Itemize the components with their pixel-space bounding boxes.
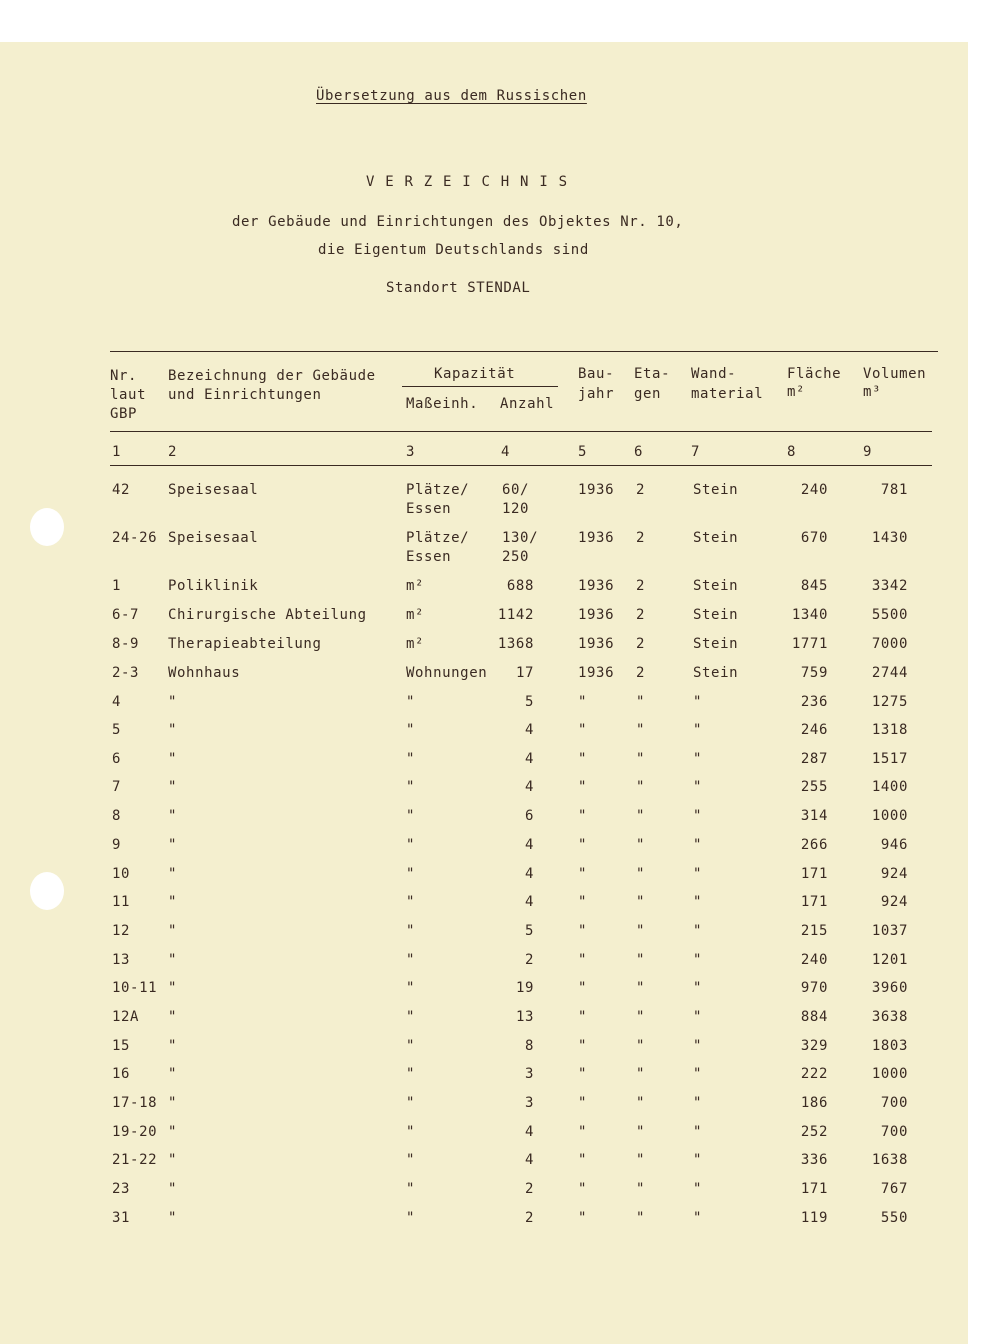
row-name: " xyxy=(168,1181,178,1197)
row-nr: 24-26 xyxy=(112,530,158,546)
row-name: " xyxy=(168,1095,178,1111)
row-unit: " xyxy=(406,866,416,882)
row-nr: 11 xyxy=(112,894,131,910)
row-unit: " xyxy=(406,980,416,996)
row-floors: 2 xyxy=(636,665,646,681)
row-unit: " xyxy=(406,952,416,968)
row-floors: " xyxy=(636,952,646,968)
row-floors: 2 xyxy=(636,607,646,623)
row-nr: 17-18 xyxy=(112,1095,158,1111)
row-material: " xyxy=(693,779,703,795)
col-header-count: Anzahl xyxy=(500,396,555,412)
row-name: Poliklinik xyxy=(168,578,259,594)
row-volume: 7000 xyxy=(871,636,908,652)
row-count: 5 xyxy=(524,694,534,710)
row-unit: Wohnungen xyxy=(406,665,488,681)
row-floors: " xyxy=(636,751,646,767)
row-volume: 3342 xyxy=(871,578,908,594)
row-nr: 4 xyxy=(112,694,122,710)
row-material: Stein xyxy=(693,482,739,498)
row-year: " xyxy=(578,1124,588,1140)
row-name: " xyxy=(168,952,178,968)
row-count: 17 xyxy=(515,665,534,681)
row-count: 4 xyxy=(524,722,534,738)
row-nr: 2-3 xyxy=(112,665,140,681)
row-material: " xyxy=(693,1095,703,1111)
row-area: 845 xyxy=(800,578,828,594)
row-nr: 6 xyxy=(112,751,122,767)
row-volume: 1000 xyxy=(871,1066,908,1082)
row-year: " xyxy=(578,1210,588,1226)
row-floors: " xyxy=(636,980,646,996)
row-area: 255 xyxy=(800,779,828,795)
row-nr: 12A xyxy=(112,1009,140,1025)
row-unit: " xyxy=(406,779,416,795)
column-number-rule xyxy=(110,465,932,466)
row-area: 171 xyxy=(800,866,828,882)
col-header-area-1: Fläche xyxy=(787,366,842,382)
row-unit: " xyxy=(406,751,416,767)
row-unit: " xyxy=(406,1038,416,1054)
row-floors: " xyxy=(636,1210,646,1226)
row-floors: " xyxy=(636,694,646,710)
row-volume: 767 xyxy=(880,1181,908,1197)
row-name: " xyxy=(168,751,178,767)
row-nr: 21-22 xyxy=(112,1152,158,1168)
row-nr: 23 xyxy=(112,1181,131,1197)
document-subtitle-line1: der Gebäude und Einrichtungen des Objektes Nr. 10, xyxy=(232,214,684,230)
row-area: 171 xyxy=(800,894,828,910)
row-count: 6 xyxy=(524,808,534,824)
capacity-rule xyxy=(402,386,558,387)
row-name: " xyxy=(168,1066,178,1082)
row-volume: 1638 xyxy=(871,1152,908,1168)
row-material: " xyxy=(693,722,703,738)
row-count: 8 xyxy=(524,1038,534,1054)
row-volume: 1275 xyxy=(871,694,908,710)
row-count: 1368 xyxy=(497,636,534,652)
row-area: 186 xyxy=(800,1095,828,1111)
row-count: 2 xyxy=(524,1181,534,1197)
row-floors: " xyxy=(636,1152,646,1168)
row-floors: 2 xyxy=(636,530,646,546)
row-unit: " xyxy=(406,837,416,853)
row-area: 670 xyxy=(800,530,828,546)
row-name: Speisesaal xyxy=(168,530,259,546)
row-nr: 8 xyxy=(112,808,122,824)
row-unit: m² xyxy=(406,578,425,594)
row-year: " xyxy=(578,980,588,996)
row-floors: " xyxy=(636,837,646,853)
row-unit: " xyxy=(406,923,416,939)
row-nr: 42 xyxy=(112,482,131,498)
row-year: 1936 xyxy=(578,636,615,652)
row-year: " xyxy=(578,952,588,968)
row-year: " xyxy=(578,779,588,795)
row-year: " xyxy=(578,1009,588,1025)
row-area: 266 xyxy=(800,837,828,853)
row-count: 3 xyxy=(524,1066,534,1082)
col-header-name-2: und Einrichtungen xyxy=(168,387,322,403)
row-volume: 3638 xyxy=(871,1009,908,1025)
row-area: 171 xyxy=(800,1181,828,1197)
col-number: 7 xyxy=(691,444,701,460)
row-unit: Essen xyxy=(406,549,452,565)
row-nr: 13 xyxy=(112,952,131,968)
col-number: 8 xyxy=(787,444,797,460)
row-volume: 946 xyxy=(880,837,908,853)
row-year: 1936 xyxy=(578,482,615,498)
col-header-nr-1: Nr. xyxy=(110,368,138,384)
row-name: " xyxy=(168,779,178,795)
row-name: " xyxy=(168,808,178,824)
row-volume: 1000 xyxy=(871,808,908,824)
row-floors: " xyxy=(636,866,646,882)
col-header-unit: Maßeinh. xyxy=(406,396,479,412)
row-name: " xyxy=(168,923,178,939)
row-floors: " xyxy=(636,1038,646,1054)
row-volume: 550 xyxy=(880,1210,908,1226)
row-name: " xyxy=(168,1009,178,1025)
row-name: Chirurgische Abteilung xyxy=(168,607,367,623)
punch-hole xyxy=(30,872,64,910)
row-volume: 924 xyxy=(880,866,908,882)
header-rule xyxy=(110,431,932,432)
row-floors: " xyxy=(636,808,646,824)
row-year: " xyxy=(578,923,588,939)
row-unit: Plätze/ xyxy=(406,482,470,498)
row-volume: 3960 xyxy=(871,980,908,996)
row-volume: 1430 xyxy=(871,530,908,546)
col-header-material-1: Wand- xyxy=(691,366,737,382)
row-count: 120 xyxy=(502,501,530,517)
row-volume: 700 xyxy=(880,1095,908,1111)
col-number: 9 xyxy=(863,444,873,460)
row-material: " xyxy=(693,923,703,939)
col-header-floors-2: gen xyxy=(634,386,662,402)
row-material: " xyxy=(693,866,703,882)
row-year: " xyxy=(578,694,588,710)
row-name: " xyxy=(168,722,178,738)
col-number: 3 xyxy=(406,444,416,460)
row-year: " xyxy=(578,722,588,738)
row-material: " xyxy=(693,894,703,910)
row-material: " xyxy=(693,1152,703,1168)
row-unit: " xyxy=(406,808,416,824)
row-count: 4 xyxy=(524,1152,534,1168)
row-floors: " xyxy=(636,894,646,910)
row-material: Stein xyxy=(693,530,739,546)
row-name: Wohnhaus xyxy=(168,665,241,681)
row-count: 688 xyxy=(506,578,534,594)
row-nr: 16 xyxy=(112,1066,131,1082)
row-year: 1936 xyxy=(578,578,615,594)
row-unit: " xyxy=(406,1124,416,1140)
row-floors: " xyxy=(636,923,646,939)
row-year: " xyxy=(578,808,588,824)
row-name: " xyxy=(168,837,178,853)
row-unit: Essen xyxy=(406,501,452,517)
row-year: " xyxy=(578,1181,588,1197)
row-year: " xyxy=(578,866,588,882)
row-unit: " xyxy=(406,1066,416,1082)
row-area: 314 xyxy=(800,808,828,824)
row-name: " xyxy=(168,980,178,996)
row-area: 246 xyxy=(800,722,828,738)
col-header-volume-2: m³ xyxy=(863,384,882,400)
col-header-capacity: Kapazität xyxy=(434,366,516,382)
row-name: Therapieabteilung xyxy=(168,636,322,652)
row-volume: 781 xyxy=(880,482,908,498)
row-volume: 5500 xyxy=(871,607,908,623)
row-material: " xyxy=(693,1009,703,1025)
row-count: 60/ xyxy=(502,482,530,498)
row-nr: 12 xyxy=(112,923,131,939)
col-number: 4 xyxy=(501,444,511,460)
row-volume: 1318 xyxy=(871,722,908,738)
row-year: 1936 xyxy=(578,665,615,681)
row-year: " xyxy=(578,1066,588,1082)
row-name: " xyxy=(168,1210,178,1226)
row-count: 13 xyxy=(515,1009,534,1025)
col-header-floors-1: Eta- xyxy=(634,366,671,382)
col-number: 5 xyxy=(578,444,588,460)
col-header-area-2: m² xyxy=(787,384,806,400)
row-count: 4 xyxy=(524,837,534,853)
row-year: " xyxy=(578,1095,588,1111)
row-unit: " xyxy=(406,1210,416,1226)
row-floors: 2 xyxy=(636,578,646,594)
row-material: " xyxy=(693,694,703,710)
row-floors: " xyxy=(636,779,646,795)
row-material: " xyxy=(693,980,703,996)
row-area: 759 xyxy=(800,665,828,681)
row-count: 19 xyxy=(515,980,534,996)
row-volume: 1517 xyxy=(871,751,908,767)
row-area: 119 xyxy=(800,1210,828,1226)
row-year: " xyxy=(578,1152,588,1168)
row-count: 130/ xyxy=(502,530,539,546)
col-header-nr-3: GBP xyxy=(110,406,138,422)
row-name: " xyxy=(168,866,178,882)
row-count: 1142 xyxy=(497,607,534,623)
row-year: " xyxy=(578,1038,588,1054)
row-volume: 1201 xyxy=(871,952,908,968)
row-nr: 5 xyxy=(112,722,122,738)
row-material: " xyxy=(693,1181,703,1197)
row-unit: m² xyxy=(406,607,425,623)
row-year: " xyxy=(578,751,588,767)
row-nr: 7 xyxy=(112,779,122,795)
row-floors: " xyxy=(636,1124,646,1140)
row-name: Speisesaal xyxy=(168,482,259,498)
translation-note: Übersetzung aus dem Russischen xyxy=(316,88,587,104)
row-area: 1771 xyxy=(791,636,828,652)
row-unit: " xyxy=(406,694,416,710)
row-nr: 10 xyxy=(112,866,131,882)
col-header-nr-2: laut xyxy=(110,387,147,403)
row-nr: 8-9 xyxy=(112,636,140,652)
row-name: " xyxy=(168,1152,178,1168)
row-count: 4 xyxy=(524,751,534,767)
row-floors: " xyxy=(636,1009,646,1025)
row-floors: " xyxy=(636,722,646,738)
row-volume: 700 xyxy=(880,1124,908,1140)
row-material: Stein xyxy=(693,607,739,623)
row-floors: 2 xyxy=(636,636,646,652)
row-material: Stein xyxy=(693,665,739,681)
row-area: 240 xyxy=(800,952,828,968)
row-unit: " xyxy=(406,894,416,910)
row-material: " xyxy=(693,1124,703,1140)
row-unit: Plätze/ xyxy=(406,530,470,546)
row-nr: 6-7 xyxy=(112,607,140,623)
row-material: Stein xyxy=(693,636,739,652)
row-area: 252 xyxy=(800,1124,828,1140)
row-count: 4 xyxy=(524,866,534,882)
col-number: 1 xyxy=(112,444,122,460)
col-number: 2 xyxy=(168,444,178,460)
row-count: 4 xyxy=(524,1124,534,1140)
row-year: " xyxy=(578,837,588,853)
row-unit: m² xyxy=(406,636,425,652)
row-nr: 9 xyxy=(112,837,122,853)
row-area: 884 xyxy=(800,1009,828,1025)
row-floors: " xyxy=(636,1066,646,1082)
document-title: V E R Z E I C H N I S xyxy=(366,174,569,190)
row-area: 240 xyxy=(800,482,828,498)
row-material: " xyxy=(693,751,703,767)
col-header-year-1: Bau- xyxy=(578,366,615,382)
row-area: 222 xyxy=(800,1066,828,1082)
row-floors: " xyxy=(636,1181,646,1197)
row-material: " xyxy=(693,1038,703,1054)
row-material: " xyxy=(693,1210,703,1226)
row-floors: " xyxy=(636,1095,646,1111)
row-unit: " xyxy=(406,1181,416,1197)
table-top-rule xyxy=(110,351,938,352)
row-area: 329 xyxy=(800,1038,828,1054)
row-material: " xyxy=(693,808,703,824)
row-volume: 1803 xyxy=(871,1038,908,1054)
col-header-year-2: jahr xyxy=(578,386,615,402)
row-unit: " xyxy=(406,1009,416,1025)
row-nr: 15 xyxy=(112,1038,131,1054)
row-count: 5 xyxy=(524,923,534,939)
row-unit: " xyxy=(406,1095,416,1111)
row-material: Stein xyxy=(693,578,739,594)
row-volume: 1037 xyxy=(871,923,908,939)
row-nr: 1 xyxy=(112,578,122,594)
row-area: 970 xyxy=(800,980,828,996)
col-header-name-1: Bezeichnung der Gebäude xyxy=(168,368,376,384)
row-volume: 924 xyxy=(880,894,908,910)
row-volume: 1400 xyxy=(871,779,908,795)
punch-hole xyxy=(30,508,64,546)
page-edge xyxy=(968,0,1000,1344)
row-count: 3 xyxy=(524,1095,534,1111)
document-subtitle-line2: die Eigentum Deutschlands sind xyxy=(318,242,589,258)
row-floors: 2 xyxy=(636,482,646,498)
row-unit: " xyxy=(406,722,416,738)
row-unit: " xyxy=(406,1152,416,1168)
row-nr: 19-20 xyxy=(112,1124,158,1140)
row-count: 4 xyxy=(524,779,534,795)
row-count: 2 xyxy=(524,1210,534,1226)
row-nr: 31 xyxy=(112,1210,131,1226)
row-area: 215 xyxy=(800,923,828,939)
row-count: 250 xyxy=(502,549,530,565)
row-area: 236 xyxy=(800,694,828,710)
row-name: " xyxy=(168,1038,178,1054)
col-header-material-2: material xyxy=(691,386,764,402)
row-material: " xyxy=(693,1066,703,1082)
row-material: " xyxy=(693,952,703,968)
row-year: " xyxy=(578,894,588,910)
location: Standort STENDAL xyxy=(386,280,531,296)
row-name: " xyxy=(168,894,178,910)
row-name: " xyxy=(168,694,178,710)
row-count: 4 xyxy=(524,894,534,910)
row-year: 1936 xyxy=(578,530,615,546)
row-area: 336 xyxy=(800,1152,828,1168)
row-year: 1936 xyxy=(578,607,615,623)
row-material: " xyxy=(693,837,703,853)
row-area: 287 xyxy=(800,751,828,767)
row-name: " xyxy=(168,1124,178,1140)
row-volume: 2744 xyxy=(871,665,908,681)
col-number: 6 xyxy=(634,444,644,460)
row-count: 2 xyxy=(524,952,534,968)
row-nr: 10-11 xyxy=(112,980,158,996)
col-header-volume-1: Volumen xyxy=(863,366,927,382)
row-area: 1340 xyxy=(791,607,828,623)
